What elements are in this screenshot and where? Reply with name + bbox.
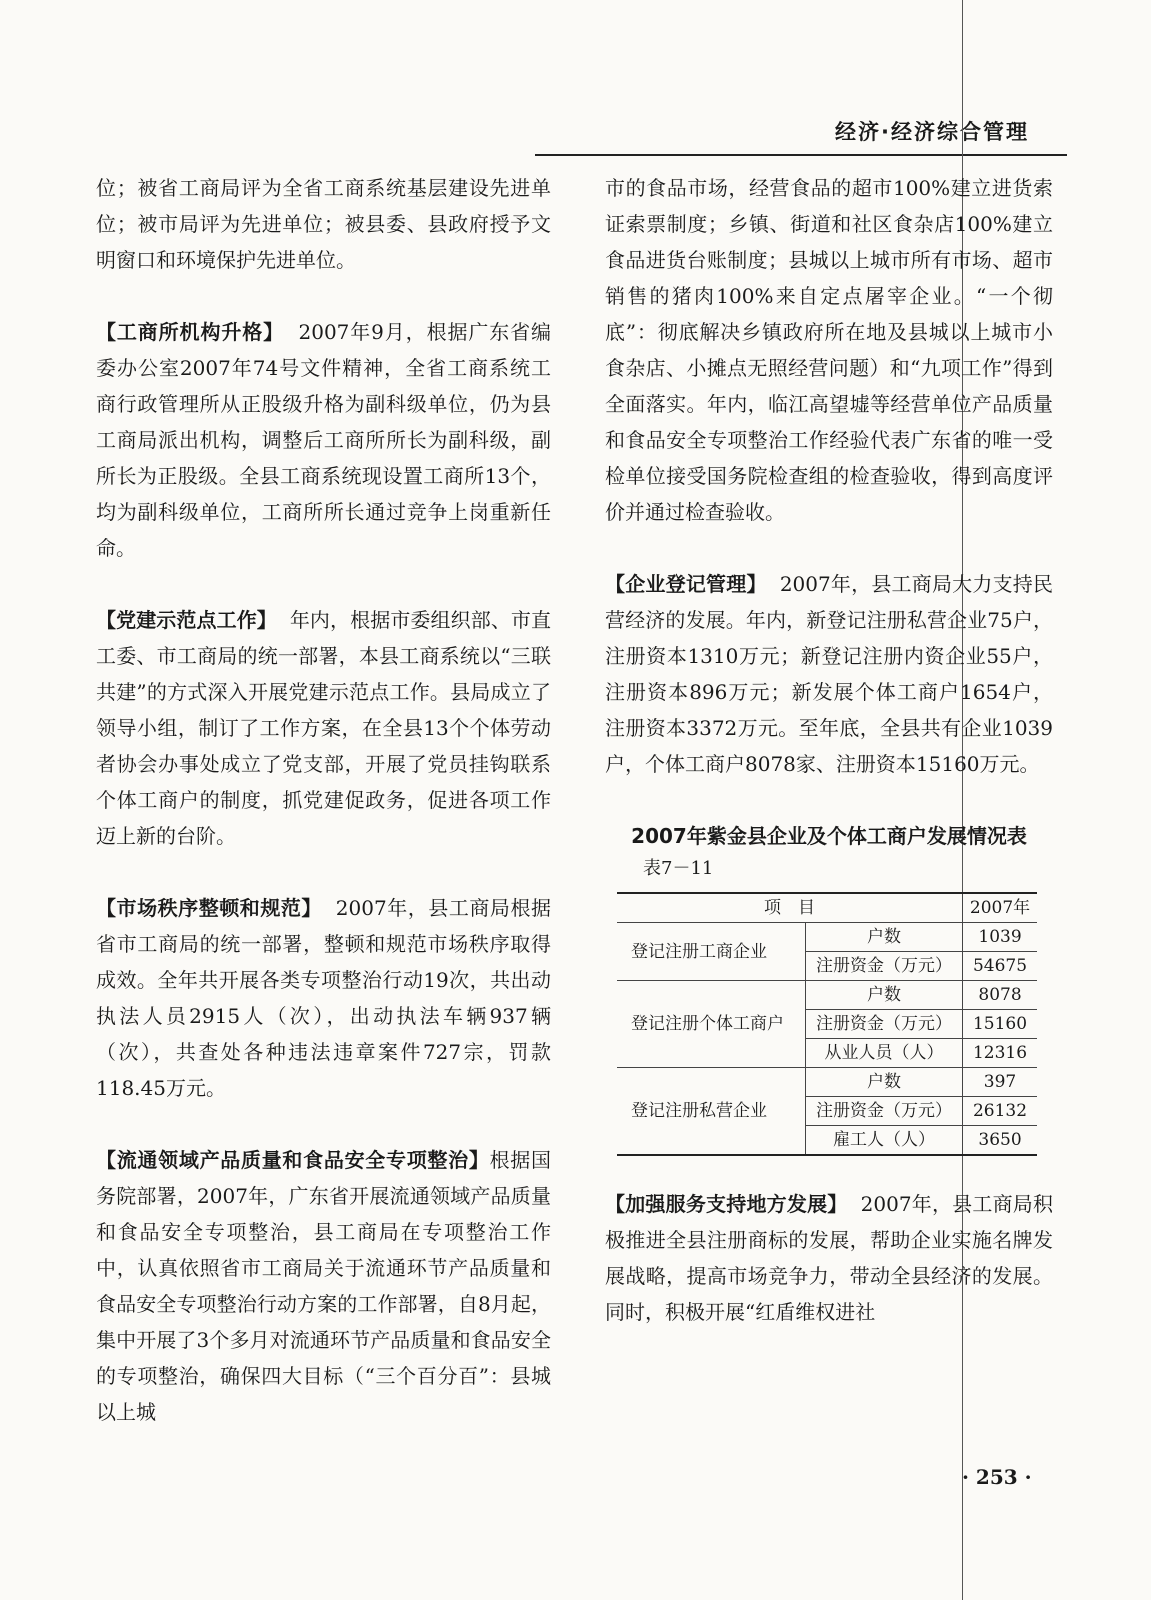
header-year: 2007年	[963, 893, 1037, 923]
table-row	[617, 1068, 1037, 1097]
right-column	[605, 170, 1053, 1330]
group-name: 登记注册工商企业	[617, 923, 806, 981]
paragraph-market-order: 【市场秩序整顿和规范】 2007年，县工商局根据省市工商局的统一部署，整顿和规范市场秩序取得成效。全年共开展各类专项整治行动19次，共出动执法人员2915人（次），出动执法车辆937辆（次），共查处各种违法违章案件727宗，罚款118.45万元。	[96, 896, 552, 1100]
paragraph-continued: 位；被省工商局评为全省工商系统基层建设先进单位；被市局评为先进单位；被县委、县政府授予文明窗口和环境保护先进单位。	[96, 176, 551, 272]
stats-table	[617, 892, 1037, 1156]
row-label: 从业人员（人）	[806, 1039, 963, 1068]
row-value: 397	[963, 1068, 1037, 1097]
table-row	[617, 923, 1037, 952]
row-value: 1039	[963, 923, 1037, 952]
header-rule	[535, 154, 1067, 156]
row-label: 户数	[806, 1068, 963, 1097]
row-value: 15160	[963, 1010, 1037, 1039]
row-label: 注册资金（万元）	[806, 952, 963, 981]
section-heading: 【工商所机构升格】	[96, 320, 284, 344]
left-column	[96, 170, 551, 1430]
table-code: 表7－11	[643, 858, 714, 879]
table-title: 2007年紫金县企业及个体工商户发展情况表	[631, 824, 1027, 848]
paragraph-food-safety: 【流通领域产品质量和食品安全专项整治】根据国务院部署，2007年，广东省开展流通领域产品质量和食品安全专项整治，县工商局在专项整治工作中，认真依照省市工商局关于流通环节产品质量和食品安全专项整治行动方案的工作部署，自8月起，集中开展了3个多月对流通环节产品质量和食品安全的专项整治，确保四大目标（“三个百分百”：县城以上城	[96, 1148, 552, 1424]
row-label: 雇工人（人）	[806, 1126, 963, 1156]
row-label: 注册资金（万元）	[806, 1010, 963, 1039]
section-heading: 【市场秩序整顿和规范】	[96, 896, 322, 920]
table-header-row	[617, 893, 1037, 923]
row-value: 54675	[963, 952, 1037, 981]
row-label: 户数	[806, 923, 963, 952]
section-heading: 【加强服务支持地方发展】	[605, 1192, 848, 1216]
section-heading: 【企业登记管理】	[605, 572, 767, 596]
row-value: 26132	[963, 1097, 1037, 1126]
row-label: 户数	[806, 981, 963, 1010]
row-value: 3650	[963, 1126, 1037, 1156]
header-item: 项 目	[617, 893, 963, 923]
paragraph-registration: 【企业登记管理】 2007年，县工商局大力支持民营经济的发展。年内，新登记注册私营企业75户，注册资本1310万元；新登记注册内资企业55户，注册资本896万元；新发展个体工商户1654户，注册资本3372万元。至年底，全县共有企业1039户，个体工商户8078家、注册资本15160万元。	[605, 572, 1054, 776]
table-row	[617, 981, 1037, 1010]
section-heading: 【流通领域产品质量和食品安全专项整治】	[96, 1148, 490, 1172]
paragraph-office-upgrade: 【工商所机构升格】 2007年9月，根据广东省编委办公室2007年74号文件精神，全省工商系统工商行政管理所从正股级升格为副科级单位，仍为县工商局派出机构，调整后工商所所长为副科级，副所长为正股级。全县工商系统现设置工商所13个，均为副科级单位，工商所所长通过竞争上岗重新任命。	[96, 320, 552, 560]
page-number: · 253 ·	[962, 1465, 1032, 1489]
paragraph-party-building: 【党建示范点工作】 年内，根据市委组织部、市直工委、市工商局的统一部署，本县工商系统以“三联共建”的方式深入开展党建示范点工作。县局成立了领导小组，制订了工作方案，在全县13个个体劳动者协会办事处成立了党支部，开展了党员挂钩联系个体工商户的制度，抓党建促政务，促进各项工作迈上新的台阶。	[96, 608, 552, 848]
group-name: 登记注册私营企业	[617, 1068, 806, 1156]
section-title: 经济·经济综合管理	[835, 120, 1029, 144]
row-label: 注册资金（万元）	[806, 1097, 963, 1126]
paragraph-service: 【加强服务支持地方发展】 2007年，县工商局积极推进全县注册商标的发展，帮助企业实施名牌发展战略，提高市场竞争力，带动全县经济的发展。同时，积极开展“红盾维权进社	[605, 1192, 1053, 1324]
paragraph-continued: 市的食品市场，经营食品的超市100%建立进货索证索票制度；乡镇、街道和社区食杂店100%建立食品进货台账制度；县城以上城市所有市场、超市销售的猪肉100%来自定点屠宰企业。“一个彻底”：彻底解决乡镇政府所在地及县城以上城市小食杂店、小摊点无照经营问题）和“九项工作”得到全面落实。年内，临江高望墟等经营单位产品质量和食品安全专项整治工作经验代表广东省的唯一受检单位接受国务院检查组的检查验收，得到高度评价并通过检查验收。	[605, 176, 1053, 524]
row-value: 8078	[963, 981, 1037, 1010]
section-heading: 【党建示范点工作】	[96, 608, 277, 632]
row-value: 12316	[963, 1039, 1037, 1068]
group-name: 登记注册个体工商户	[617, 981, 806, 1068]
stats-table-block	[605, 818, 1053, 1156]
